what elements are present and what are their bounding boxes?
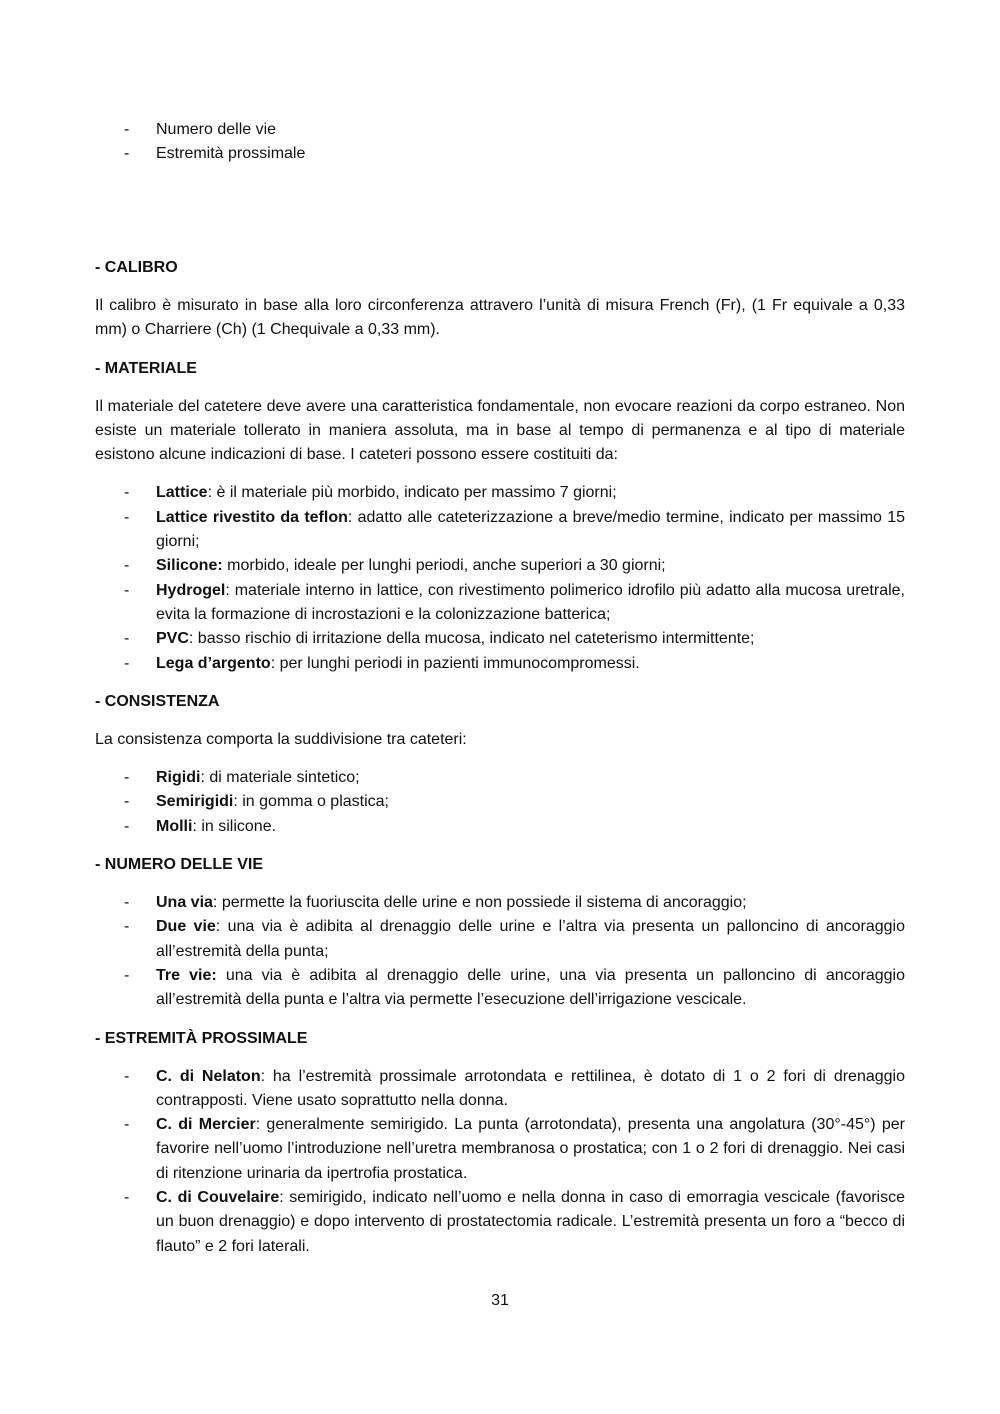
section-paragraph: Il materiale del catetere deve avere una caratteristica fondamentale, non evocare reazioni da corpo estraneo. Non esiste un materiale tollerato in maniera assoluta, ma in base al tempo di permanenza e al tipo di materiale esistono alcune indicazioni di base. I cateteri possono essere costituiti da: — [95, 397, 905, 464]
section-consistenza — [95, 690, 905, 839]
item-term: Silicone: — [156, 557, 223, 575]
dash-marker: - — [124, 966, 130, 984]
item-term: C. di Nelaton — [156, 1067, 261, 1085]
dash-marker: - — [124, 654, 130, 672]
item-text: morbido, ideale per lunghi periodi, anche superiori a 30 giorni; — [222, 557, 666, 575]
dash-marker: - — [124, 581, 130, 599]
item-text: : semirigido, indicato nell’uomo e nella donna in caso di emorragia vescicale (favorisce un buon drenaggio) e dopo intervento di prostatectomia radicale. L’estremità presenta un foro a “becco di flauto” e 2 fori laterali. — [156, 1189, 906, 1255]
section-heading: - CALIBRO — [95, 259, 178, 276]
item-term: C. di Mercier — [156, 1116, 256, 1134]
section-paragraph: La consistenza comporta la suddivisione tra cateteri: — [95, 730, 467, 748]
dash-marker: - — [124, 793, 130, 811]
section-materiale — [95, 357, 905, 676]
page-number: 31 — [491, 1292, 509, 1309]
dash-marker: - — [124, 918, 130, 936]
item-term: Hydrogel — [156, 581, 226, 599]
dash-marker: - — [124, 630, 130, 648]
list-item — [95, 481, 905, 505]
item-term: Semirigidi — [156, 793, 234, 811]
list-item — [95, 766, 905, 790]
dash-marker: - — [124, 817, 130, 835]
item-term: PVC — [156, 630, 189, 648]
dash-marker: - — [124, 1116, 130, 1134]
section-numero-vie — [95, 853, 905, 1012]
ways-list — [95, 891, 905, 1012]
item-term: Rigidi — [156, 769, 201, 787]
list-item — [95, 142, 905, 166]
list-item — [95, 1065, 905, 1114]
item-text: : in silicone. — [192, 817, 277, 835]
item-term: Lattice — [156, 484, 208, 502]
section-heading: - MATERIALE — [95, 359, 197, 377]
dash-marker: - — [124, 508, 130, 526]
tips-list — [95, 1065, 905, 1259]
item-text: : materiale interno in lattice, con rivestimento polimerico idrofilo più adatto alla mucosa uretrale, evita la formazione di incrostazioni e la colonizzazione batterica; — [156, 581, 905, 623]
list-item — [95, 506, 905, 555]
item-term: Molli — [156, 817, 193, 835]
list-item — [95, 964, 905, 1013]
consistency-list — [95, 766, 905, 839]
intro-list — [95, 118, 905, 167]
dash-marker: - — [124, 769, 130, 787]
dash-marker: - — [124, 145, 130, 163]
item-term: Una via — [156, 894, 213, 912]
item-text: : è il materiale più morbido, indicato per massimo 7 giorni; — [207, 484, 617, 502]
item-term: Tre vie: — [156, 966, 217, 984]
materials-list — [95, 481, 905, 675]
dash-marker: - — [124, 484, 130, 502]
list-item — [95, 1113, 905, 1186]
item-term: Due vie — [156, 918, 216, 936]
list-item — [95, 790, 905, 814]
list-item — [95, 915, 905, 964]
body-content — [95, 256, 905, 1273]
section-heading: - ESTREMITÀ PROSSIMALE — [95, 1029, 308, 1047]
section-heading: - NUMERO DELLE VIE — [95, 856, 264, 874]
list-item — [95, 554, 905, 578]
item-text: : permette la fuoriuscita delle urine e non possiede il sistema di ancoraggio; — [212, 894, 747, 912]
section-heading: - CONSISTENZA — [95, 692, 220, 710]
list-item — [95, 815, 905, 839]
dash-marker: - — [124, 1189, 130, 1207]
item-term: Lega d’argento — [156, 654, 271, 672]
item-text: : di materiale sintetico; — [200, 769, 360, 787]
item-text: : adatto alle cateterizzazione a breve/medio termine, indicato per massimo 15 giorni; — [156, 508, 905, 551]
section-calibro — [95, 256, 905, 343]
item-text: : per lunghi periodi in pazienti immunocompromessi. — [270, 654, 640, 672]
item-text: : ha l’estremità prossimale arrotondata e rettilinea, è dotato di 1 o 2 fori di drenaggio contrapposti. Viene usato soprattutto nella donna. — [156, 1067, 905, 1109]
dash-marker: - — [124, 1067, 130, 1085]
item-term: C. di Couvelaire — [156, 1189, 280, 1207]
item-text: : in gomma o plastica; — [233, 793, 389, 811]
list-item-text: Numero delle vie — [156, 121, 277, 138]
dash-marker: - — [124, 557, 130, 575]
item-text: : generalmente semirigido. La punta (arrotondata), presenta una angolatura (30°-45°) per favorire nell’uomo l’introduzione nell’uretra membranosa o prostatica; con 1 o 2 fori di drenaggio. Nei casi di ritenzione urinaria da ipertrofia prostatica. — [156, 1116, 906, 1182]
item-term: Lattice rivestito da teflon — [156, 508, 348, 526]
list-item-text: Estremità prossimale — [156, 145, 306, 163]
list-item — [95, 579, 905, 628]
list-item — [95, 1186, 905, 1259]
list-item — [95, 627, 905, 651]
item-text: : una via è adibita al drenaggio delle urine e l’altra via presenta un palloncino di ancoraggio all’estremità della punta; — [156, 918, 905, 960]
item-text: una via è adibita al drenaggio delle urine, una via presenta un palloncino di ancoraggio all’estremità della punta e l’altra via permette l’esecuzione dell’irrigazione vescicale. — [156, 966, 905, 1009]
dash-marker: - — [124, 894, 130, 912]
list-item — [95, 652, 905, 676]
dash-marker: - — [124, 121, 130, 138]
list-item — [95, 891, 905, 915]
section-paragraph: Il calibro è misurato in base alla loro circonferenza attravero l’unità di misura French (Fr), (1 Fr equivale a 0,33 mm) o Charriere (Ch) (1 Chequivale a 0,33 mm). — [95, 297, 905, 339]
list-item — [95, 118, 905, 142]
section-estremita-prossimale — [95, 1027, 905, 1259]
item-text: : basso rischio di irritazione della mucosa, indicato nel cateterismo intermittente; — [188, 630, 755, 648]
